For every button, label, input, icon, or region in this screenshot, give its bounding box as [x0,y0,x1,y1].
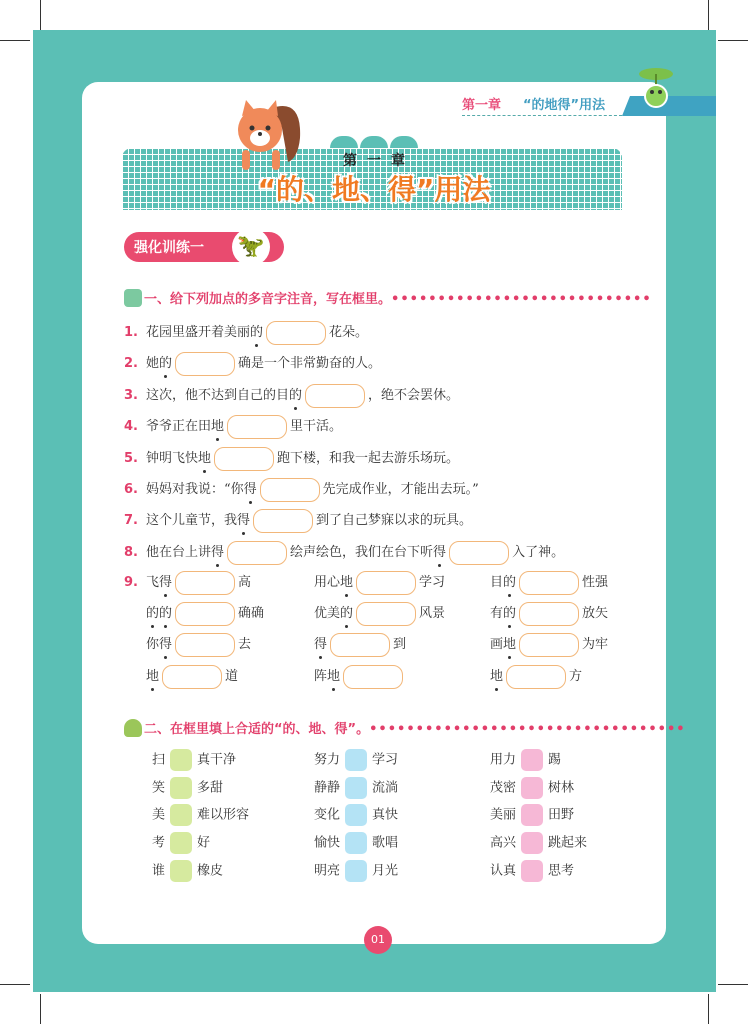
word-pair-item [314,664,406,690]
cactus-icon [124,289,142,307]
answer-box[interactable] [214,447,274,471]
answer-box[interactable] [227,541,287,565]
question-item [124,383,459,409]
dinosaur-icon: 🦖 [232,228,270,266]
dotted-character: 的 [159,601,172,627]
word-pair-item [490,664,582,690]
dotted-character: 地 [503,632,516,658]
word-before: 明亮 [314,863,341,879]
fill-item [314,749,398,772]
crop-mark [718,984,748,985]
fill-item [152,832,210,855]
question-item [124,540,564,566]
crop-mark [40,994,41,1024]
word-after: 真快 [372,807,399,823]
fill-box[interactable] [170,749,192,771]
fill-box[interactable] [345,777,367,799]
item-text: 方 [569,669,583,684]
fill-item [314,777,398,800]
question-number: 3. [124,388,138,403]
question-number: 9. [124,575,138,590]
fill-item [314,804,398,827]
item-text: 花朵。 [329,325,369,340]
word-after: 学习 [372,752,399,768]
fill-box[interactable] [521,777,543,799]
item-text: ，绝不会罢休。 [368,388,460,403]
fill-item [152,860,223,883]
dotted-character: 得 [433,540,446,566]
item-text: 花园里盛开着美丽 [146,325,251,340]
word-before: 考 [152,835,166,851]
word-before: 谁 [152,863,166,879]
fill-box[interactable] [345,860,367,882]
item-text: 放矢 [582,606,609,621]
word-after: 思考 [548,863,575,879]
word-after: 歌唱 [372,835,399,851]
word-after: 树林 [548,780,575,796]
item-text: 他在台上讲 [146,545,212,560]
question-number: 6. [124,482,138,497]
part2-title: 二、在框里填上合适的“的、地、得”。 [144,722,370,737]
answer-box[interactable] [343,665,403,689]
word-before: 高兴 [490,835,517,851]
question-item [124,320,368,346]
word-after: 橡皮 [197,863,224,879]
answer-box[interactable] [356,602,416,626]
word-after: 难以形容 [197,807,250,823]
word-before: 笑 [152,780,166,796]
word-before: 茂密 [490,780,517,796]
fill-box[interactable] [345,804,367,826]
word-before: 扫 [152,752,166,768]
item-text: 飞 [146,575,160,590]
dotted-character: 的 [289,383,302,409]
part1-heading: 一、给下列加点的多音字注音，写在框里。•••••••••••••••••••••••••••• [124,288,624,307]
item-text: 你 [146,637,160,652]
dotted-character: 得 [237,508,250,534]
page-number: 01 [364,926,392,954]
dotted-character: 得 [159,632,172,658]
item-text: 优美 [314,606,341,621]
dotted-character: 得 [211,540,224,566]
word-before: 愉快 [314,835,341,851]
item-text: 确是一个非常勤奋的人。 [238,356,382,371]
dotted-character: 地 [198,446,211,472]
frog-umbrella-icon [638,66,674,108]
answer-box[interactable] [260,478,320,502]
dotted-character: 的 [340,601,353,627]
item-text: 阵 [314,669,328,684]
item-text: 确确 [238,606,265,621]
dotted-character: 地 [490,664,503,690]
question-number: 4. [124,419,138,434]
section-label [124,232,284,262]
fill-box[interactable] [521,860,543,882]
part2-heading: 二、在框里填上合适的“的、地、得”。•••••••••••••••••••••••••••••••••• [124,718,624,737]
fill-item [152,777,223,800]
fill-item [490,804,574,827]
answer-box[interactable] [253,509,313,533]
fill-box[interactable] [521,832,543,854]
answer-box[interactable] [519,571,579,595]
header-chapter: 第一章 [462,98,502,113]
answer-box[interactable] [175,571,235,595]
question-item [124,351,381,377]
crop-mark [40,0,41,30]
answer-box[interactable] [175,352,235,376]
fill-item [314,832,398,855]
dotted-character: 地 [340,570,353,596]
crop-mark [708,994,709,1024]
word-pair-item [146,664,238,690]
fill-item [490,832,587,855]
answer-box[interactable] [519,633,579,657]
crop-mark [0,40,30,41]
dotted-character: 的 [503,601,516,627]
answer-box[interactable] [266,321,326,345]
word-after: 真干净 [197,752,237,768]
fill-box[interactable] [170,777,192,799]
item-text: 跑下楼，和我一起去游乐场玩。 [277,451,460,466]
item-text: 先完成作业，才能出去玩。” [322,482,479,497]
item-text: 钟明飞快 [146,451,199,466]
word-after: 跳起来 [548,835,588,851]
item-text: 画 [490,637,504,652]
item-text: 目 [490,575,504,590]
answer-box[interactable] [305,384,365,408]
question-number: 7. [124,513,138,528]
word-before: 变化 [314,807,341,823]
word-after: 田野 [548,807,575,823]
item-text: 这个儿童节，我 [146,513,238,528]
item-text: 到 [393,637,407,652]
word-pair-item [314,601,445,627]
item-text: 绘声绘色，我们在台下听 [290,545,434,560]
word-before: 美 [152,807,166,823]
answer-box[interactable] [356,571,416,595]
fill-item [152,804,249,827]
running-header [462,94,622,116]
answer-box[interactable] [227,415,287,439]
question-number: 1. [124,325,138,340]
dotted-character: 的 [146,601,159,627]
word-after: 多甜 [197,780,224,796]
word-before: 努力 [314,752,341,768]
word-pair-item [314,570,445,596]
dotted-character: 的 [503,570,516,596]
cactus-pot-icon [124,719,142,737]
answer-box[interactable] [175,633,235,657]
crop-mark [0,984,30,985]
dotted-character: 得 [159,570,172,596]
question-item [124,414,342,440]
fill-item [314,860,398,883]
answer-box[interactable] [449,541,509,565]
fill-box[interactable] [345,749,367,771]
word-before: 静静 [314,780,341,796]
word-before: 认真 [490,863,517,879]
item-text: 为牢 [582,637,609,652]
question-number-9 [124,570,146,596]
answer-box[interactable] [175,602,235,626]
question-item [124,508,472,534]
dotted-character: 的 [250,320,263,346]
item-text: 爷爷正在田 [146,419,212,434]
dotted-character: 地 [327,664,340,690]
item-text: 她 [146,356,160,371]
fill-box[interactable] [521,804,543,826]
item-text: 去 [238,637,252,652]
word-pair-item [146,601,264,627]
question-item [124,446,459,472]
word-pair-item [490,632,608,658]
fill-item [490,860,574,883]
fill-item [490,749,561,772]
fill-box[interactable] [170,832,192,854]
word-pair-item [490,570,608,596]
crop-mark [708,0,709,30]
item-text: 高 [238,575,252,590]
answer-box[interactable] [506,665,566,689]
dotted-character: 得 [314,632,327,658]
item-text: 性强 [582,575,609,590]
item-text: 妈妈对我说：“你 [146,482,244,497]
question-number: 2. [124,356,138,371]
item-text: 里干活。 [290,419,343,434]
banner-chapter: 第一章 [343,153,415,169]
word-pair-item [490,601,608,627]
item-text: 这次，他不达到自己的目 [146,388,290,403]
item-text: 入了神。 [512,545,565,560]
word-pair-item [146,632,251,658]
question-number: 5. [124,451,138,466]
question-number: 8. [124,545,138,560]
item-text: 道 [225,669,239,684]
fill-box[interactable] [170,860,192,882]
question-item [124,477,479,503]
dotted-character: 的 [159,351,172,377]
crop-mark [718,40,748,41]
fill-box[interactable] [170,804,192,826]
header-topic: “的地得”用法 [523,98,606,113]
item-text: 有 [490,606,504,621]
word-after: 好 [197,835,211,851]
item-text: 风景 [419,606,446,621]
fill-box[interactable] [345,832,367,854]
banner-title: “的、地、得”用法 [257,173,491,206]
word-before: 用力 [490,752,517,768]
fill-item [490,777,574,800]
dotted-character: 地 [146,664,159,690]
item-text: 到了自己梦寐以求的玩具。 [316,513,473,528]
section-label-text: 强化训练一 [134,240,204,256]
answer-box[interactable] [519,602,579,626]
part1-title: 一、给下列加点的多音字注音，写在框里。 [144,292,392,307]
fill-item [152,749,236,772]
word-pair-item [146,570,251,596]
dotted-character: 得 [244,477,257,503]
dotted-character: 地 [211,414,224,440]
item-text: 学习 [419,575,446,590]
answer-box[interactable] [330,633,390,657]
word-before: 美丽 [490,807,517,823]
item-text: 用心 [314,575,341,590]
word-pair-item [314,632,406,658]
fill-box[interactable] [521,749,543,771]
word-after: 流淌 [372,780,399,796]
word-after: 月光 [372,863,399,879]
answer-box[interactable] [162,665,222,689]
word-after: 踢 [548,752,562,768]
